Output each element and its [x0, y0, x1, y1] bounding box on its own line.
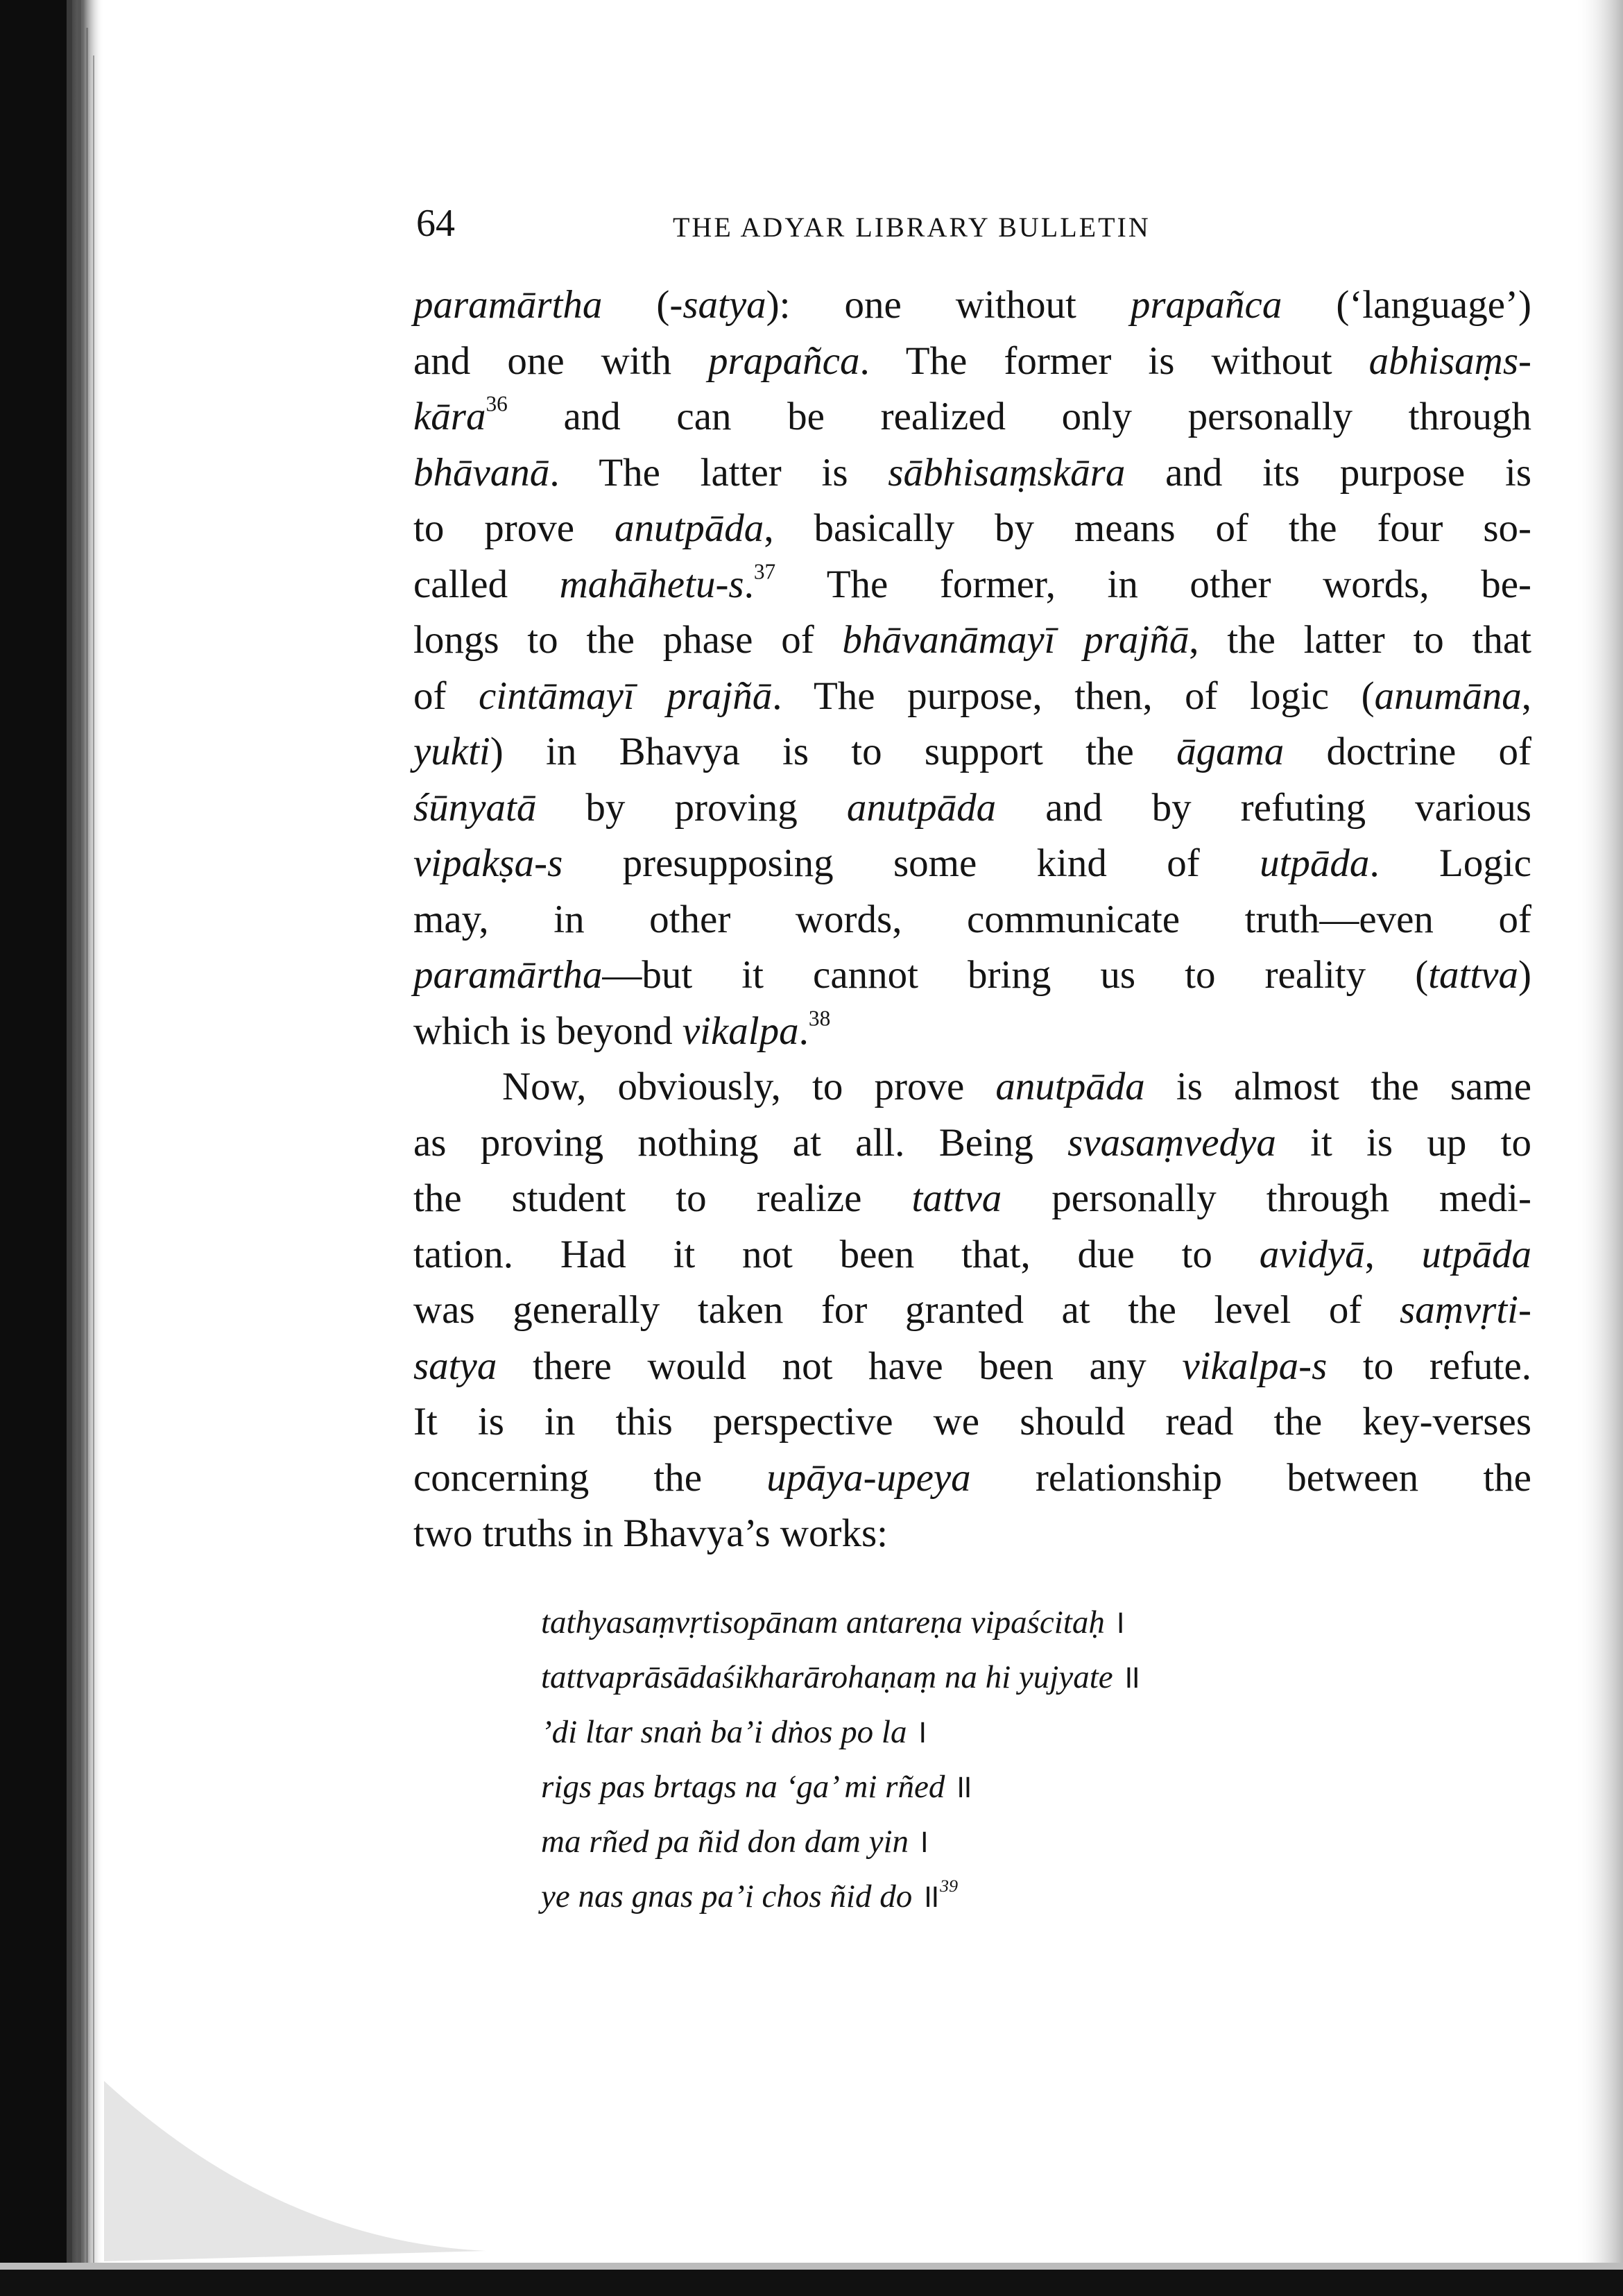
danda: । [1104, 1604, 1126, 1640]
footnote-ref: 36 [486, 391, 508, 416]
double-danda: ॥ [912, 1878, 941, 1914]
text-line: tation. Had it not been that, due to avidyā, utpāda [413, 1232, 1531, 1276]
double-danda: ॥ [945, 1769, 973, 1805]
text-line: as proving nothing at all. Being svasaṃvedya it is up to [413, 1120, 1532, 1165]
footnote-ref: 38 [808, 1005, 831, 1030]
text-line: and one with prapañca. The former is without abhisaṃs- [413, 339, 1532, 383]
text-line: yukti) in Bhavya is to support the āgama doctrine of [413, 730, 1531, 773]
footnote-ref: 37 [753, 558, 776, 583]
text-line: concerning the upāya-upeya relationship between the [413, 1455, 1531, 1500]
text-line: of cintāmayī prajñā. The purpose, then, of logic (anumāna, [413, 674, 1531, 718]
text-line: Now, obviously, to prove anutpāda is almost the same [502, 1065, 1531, 1108]
body-text [413, 277, 1531, 1562]
text-line: satya there would not have been any vikalpa-s to refute. [413, 1344, 1532, 1388]
verse-line: tattvaprāsādaśikharārohaṇaṃ na hi yujyate ॥ [541, 1659, 1141, 1695]
text-line: which is beyond vikalpa.$^{38}$ [413, 1005, 831, 1053]
text-line: paramārtha—but it cannot bring us to reality (tattva) [413, 953, 1531, 997]
text-line: may, in other words, communicate truth—even of [413, 897, 1531, 941]
verse-block [388, 1595, 1429, 1924]
danda: । [909, 1824, 929, 1860]
paragraph-2 [413, 1059, 1531, 1562]
verse-line: rigs pas brtags na ‘ga’ mi rñed ॥ [541, 1769, 973, 1805]
verse-line: ye nas gnas pa’i chos ñid do ॥$^{39}$ [541, 1876, 958, 1914]
text-line: was generally taken for granted at the level of saṃvṛti- [413, 1288, 1531, 1332]
text-line: longs to the phase of bhāvanāmayī prajñā, the latter to that [413, 618, 1531, 662]
text-line: śūnyatā by proving anutpāda and by refuting various [413, 785, 1531, 830]
verse-line: tathyasaṃvṛtisopānam antareṇa vipaścitaḥ । [541, 1604, 1126, 1640]
double-danda: ॥ [1113, 1659, 1141, 1695]
text-line: the student to realize tattva personally through medi- [413, 1176, 1531, 1220]
text-line: bhāvanā. The latter is sābhisaṃskāra and its purpose is [413, 450, 1531, 495]
danda: । [907, 1714, 928, 1750]
text-line: called mahāhetu-s.$^{37}$ The former, in other words, be- [413, 558, 1531, 606]
verse-line: ’di ltar snaṅ ba’i dṅos po la । [541, 1714, 928, 1750]
paragraph-1 [413, 277, 1531, 1059]
text-line: to prove anutpāda, basically by means of the four so- [413, 506, 1531, 550]
text-line: vipakṣa-s presupposing some kind of utpāda. Logic [413, 841, 1531, 885]
text-line: kāra$^{36}$ and can be realized only personally through [413, 391, 1531, 438]
page-number: 64 [416, 202, 455, 245]
verse-line: ma rñed pa ñid don dam yin । [541, 1824, 929, 1860]
text-line: paramārtha (-satya): one without prapañca (‘language’) [413, 283, 1531, 327]
text-line: two truths in Bhavya’s works: [413, 1511, 888, 1555]
footnote-ref: 39 [940, 1876, 958, 1896]
running-header [416, 201, 1540, 243]
running-title: THE ADYAR LIBRARY BULLETIN [673, 212, 1151, 243]
text-line: It is in this perspective we should read the key-verses [413, 1400, 1531, 1443]
